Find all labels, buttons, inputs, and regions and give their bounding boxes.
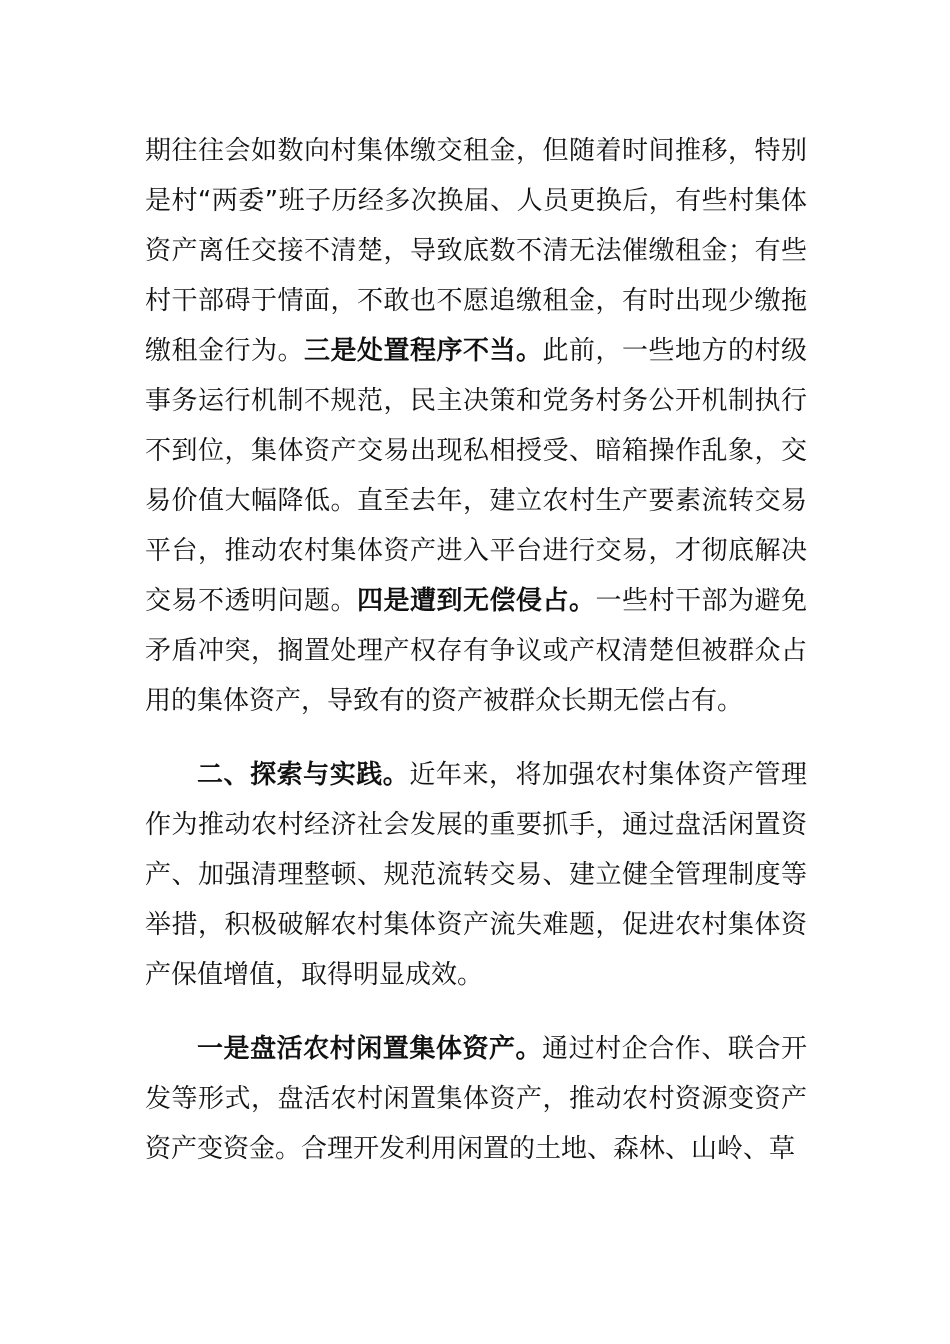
paragraph-exploration-practice xyxy=(145,750,807,1000)
heading-unpaid-occupation: 四是遭到无偿侵占。 xyxy=(357,586,596,616)
heading-improper-disposal: 三是处置程序不当。 xyxy=(304,336,543,366)
paragraph-text: 一些村干部为避免矛盾冲突，搁置处理产权存有争议或产权清楚但被群众占用的集体资产，导致有的资产被群众长期无偿占有。 xyxy=(145,586,807,716)
paragraph-text: 此前，一些地方的村级事务运行机制不规范，民主决策和党务村务公开机制执行不到位，集体资产交易出现私相授受、暗箱操作乱象，交易价值大幅降低。直至去年，建立农村生产要素流转交易平台，推动农村集体资产进入平台进行交易，才彻底解决交易不透明问题。 xyxy=(145,336,807,616)
section-heading-exploration: 二、探索与实践。 xyxy=(197,760,410,790)
paragraph-text: 近年来，将加强农村集体资产管理作为推动农村经济社会发展的重要抓手，通过盘活闲置资产、加强清理整顿、规范流转交易、建立健全管理制度等举措，积极破解农村集体资产流失难题，促进农村集体资产保值增值，取得明显成效。 xyxy=(145,760,807,990)
paragraph-text: 通过村企合作、联合开发等形式，盘活农村闲置集体资产，推动农村资源变资产资产变资金。合理开发利用闲置的土地、森林、山岭、草 xyxy=(145,1034,807,1164)
paragraph-problems-continued xyxy=(145,126,807,726)
document-page xyxy=(145,126,807,1174)
paragraph-text: 期往往会如数向村集体缴交租金，但随着时间推移，特别是村“两委”班子历经多次换届、人员更换后，有些村集体资产离任交接不清楚，导致底数不清无法催缴租金；有些村干部碍于情面，不敢也不愿追缴租金，有时出现少缴拖缴租金行为。 xyxy=(145,136,807,366)
heading-revitalize-idle-assets: 一是盘活农村闲置集体资产。 xyxy=(197,1034,543,1064)
paragraph-revitalize-assets xyxy=(145,1024,807,1174)
